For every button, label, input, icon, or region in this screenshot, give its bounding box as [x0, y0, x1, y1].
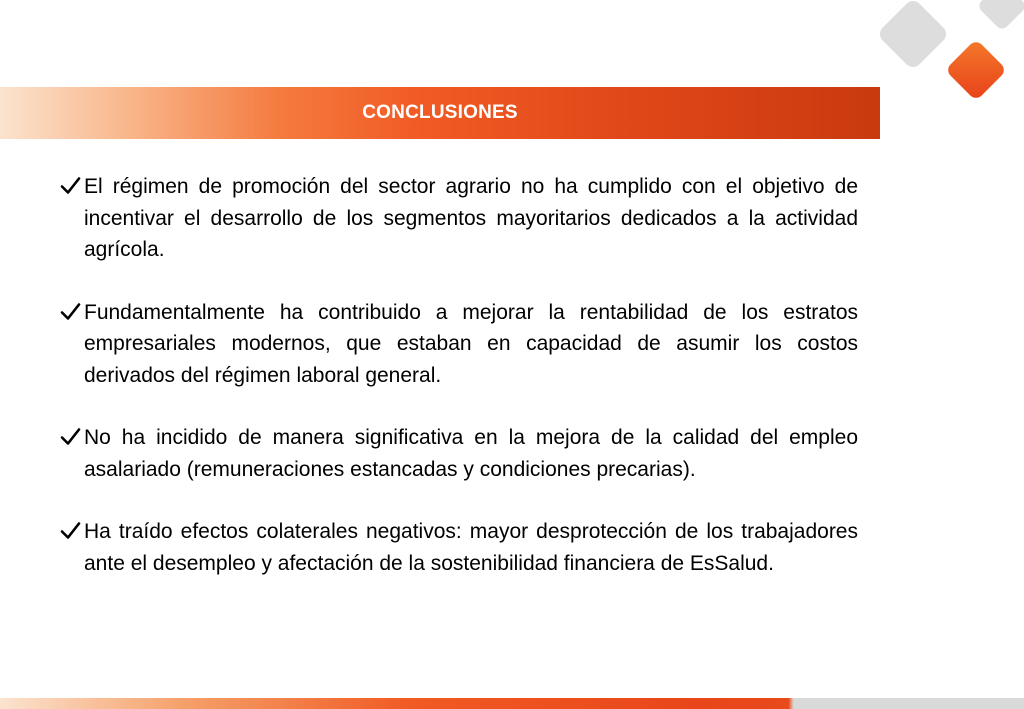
logo-gray-diamond-small: [977, 0, 1024, 31]
list-item: [58, 171, 858, 266]
checkmark-icon: [58, 520, 84, 542]
list-item-text: Fundamentalmente ha contribuido a mejorar la rentabilidad de los estratos empresariales modernos, que estaban en capacidad de asumir los costos derivados del régimen laboral general.: [84, 300, 858, 387]
page-title: CONCLUSIONES: [362, 102, 518, 123]
checkmark-icon: [58, 175, 84, 197]
checkmark-icon: [58, 426, 84, 448]
list-item-text: El régimen de promoción del sector agrario no ha cumplido con el objetivo de incentivar el desarrollo de los segmentos mayoritarios dedicados a la actividad agrícola.: [84, 175, 858, 261]
conclusions-list: [58, 171, 858, 610]
list-item: [58, 297, 858, 392]
logo-diamonds-icon: [868, 0, 1024, 120]
checkmark-icon: [58, 301, 84, 323]
list-item: [58, 516, 858, 579]
list-item-text: No ha incidido de manera significativa en la mejora de la calidad del empleo asalariado (remuneraciones estancadas y condiciones precarias).: [84, 426, 858, 481]
logo-gray-diamond-large: [876, 0, 950, 71]
footer-bar: [0, 698, 1024, 709]
list-item: [58, 422, 858, 485]
logo-orange-diamond: [945, 39, 1007, 101]
list-item-text: Ha traído efectos colaterales negativos: mayor desprotección de los trabajadores ante el desempleo y afectación de la sostenibilidad financiera de EsSalud.: [84, 520, 858, 575]
